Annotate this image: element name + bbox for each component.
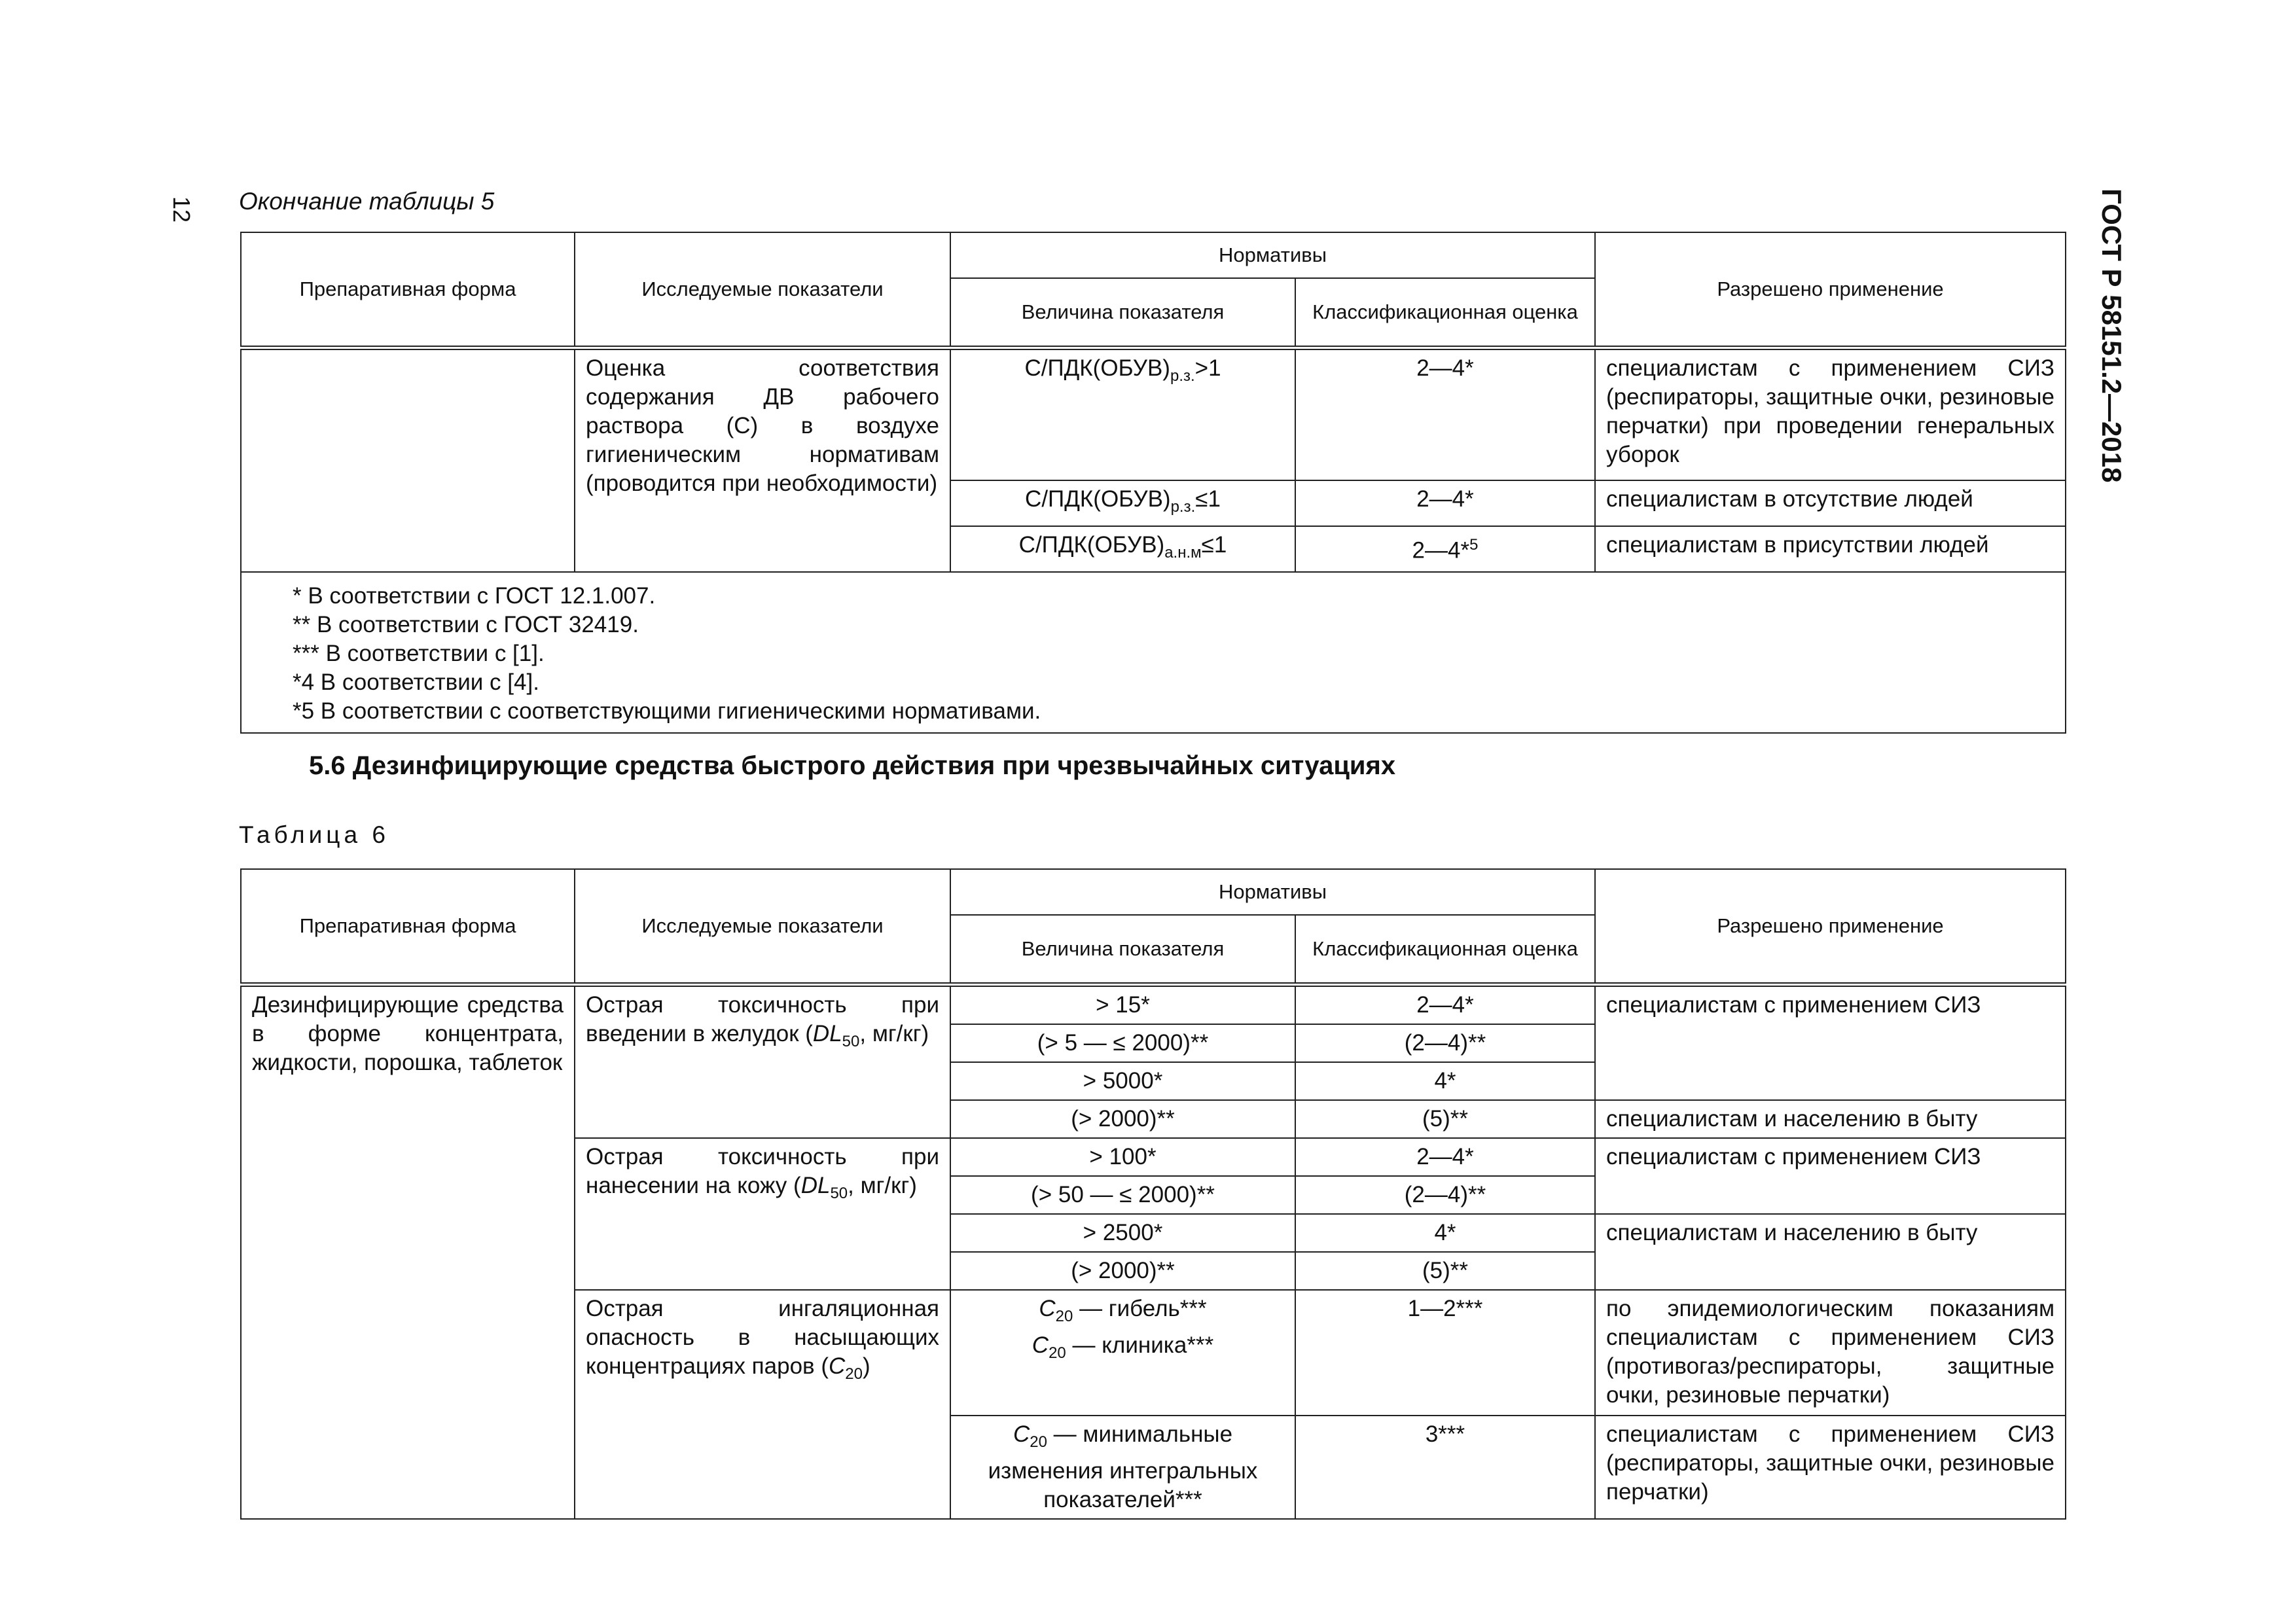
footnote: *** В соответствии с [1]. [293,641,545,666]
value-cell: > 100* [950,1138,1295,1176]
allowed-cell: специалистам с применением СИЗ [1595,1138,2066,1214]
table-continuation-caption: Окончание таблицы 5 [239,188,495,215]
class-cell: 2—4*$^5$ [1295,526,1595,572]
value-cell: $С/ПДК(ОБУВ)_{а.н.м}\le 1$ [950,526,1295,572]
class-cell: 4* [1295,1214,1595,1252]
value-cell: $C_{20}$ — минимальные изменения интегральных показателей*** [950,1416,1295,1519]
value-cell: (> 2000)** [950,1100,1295,1138]
indicator-dermal: Острая токсичность при нанесении на кожу ($DL_{50}$, мг/кг) [575,1138,950,1290]
class-cell: (5)** [1295,1100,1595,1138]
allowed-cell: специалистам с применением СИЗ (респираторы, защитные очки, резиновые перчатки) при проведении генеральных уборок [1595,348,2066,480]
header-class: Классификационная оценка [1295,278,1595,348]
table-6-label: Таблица 6 [239,821,389,848]
value-cell: $С/ПДК(ОБУВ)_{р.з.}>1$ [950,348,1295,480]
value-cell: (> 2000)** [950,1252,1295,1290]
footnotes [241,572,2066,733]
class-cell: 2—4* [1295,348,1595,480]
indicator-inhalation: Острая ингаляционная опасность в насыщающих концентрациях паров $(C_{20})$ [575,1290,950,1519]
value-cell: > 15* [950,984,1295,1024]
class-cell: 2—4* [1295,480,1595,526]
header-form: Препаративная форма [241,869,575,984]
header-indicators: Исследуемые показатели [575,232,950,348]
page-number: 12 [168,196,195,223]
header-indicators: Исследуемые показатели [575,869,950,984]
allowed-cell: специалистам и населению в быту [1595,1100,2066,1138]
form-cell-empty [241,348,575,572]
allowed-cell: специалистам в присутствии людей [1595,526,2066,572]
header-form: Препаративная форма [241,232,575,348]
allowed-cell: специалистам и населению в быту [1595,1214,2066,1290]
indicator-oral: Острая токсичность при введении в желудок ($DL_{50}$, мг/кг) [575,984,950,1138]
value-cell: > 2500* [950,1214,1295,1252]
allowed-cell: специалистам в отсутствие людей [1595,480,2066,526]
footnote: *5 В соответствии с соответствующими гигиеническими нормативами. [293,698,1041,724]
class-cell: (5)** [1295,1252,1595,1290]
allowed-cell: по эпидемиологическим показаниям специалистам с применением СИЗ (противогаз/респираторы, защитные очки, резиновые перчатки) [1595,1290,2066,1416]
header-value: Величина показателя [950,278,1295,348]
value-cell: $С/ПДК(ОБУВ)_{р.з.}\le 1$ [950,480,1295,526]
footnote: ** В соответствии с ГОСТ 32419. [293,612,639,637]
class-cell: 2—4* [1295,1138,1595,1176]
allowed-cell: специалистам с применением СИЗ (респираторы, защитные очки, резиновые перчатки) [1595,1416,2066,1519]
value-cell: (> 50 — ≤ 2000)** [950,1176,1295,1214]
value-cell: $C_{20}$ — гибель*** $C_{20}$ — клиника*** [950,1290,1295,1416]
header-value: Величина показателя [950,915,1295,984]
allowed-cell: специалистам с применением СИЗ [1595,984,2066,1100]
header-allowed: Разрешено применение [1595,869,2066,984]
header-norms: Нормативы [950,232,1595,278]
class-cell: 4* [1295,1062,1595,1100]
footnote: *4 В соответствии с [4]. [293,669,539,695]
value-cell: > 5000* [950,1062,1295,1100]
table-6 [240,868,2066,1520]
form-cell: Дезинфицирующие средства в форме концентрата, жидкости, порошка, таблеток [241,984,575,1519]
class-cell: 1—2*** [1295,1290,1595,1416]
header-norms: Нормативы [950,869,1595,915]
class-cell: (2—4)** [1295,1176,1595,1214]
table-5 [240,232,2066,734]
class-cell: 3*** [1295,1416,1595,1519]
class-cell: 2—4* [1295,984,1595,1024]
header-class: Классификационная оценка [1295,915,1595,984]
footnote: * В соответствии с ГОСТ 12.1.007. [293,583,656,609]
section-title: 5.6 Дезинфицирующие средства быстрого действия при чрезвычайных ситуациях [309,751,1396,780]
standard-id: ГОСТ Р 58151.2—2018 [2096,188,2127,483]
value-cell: (> 5 — ≤ 2000)** [950,1024,1295,1062]
indicator-cell: Оценка соответствия содержания ДВ рабочего раствора (С) в воздухе гигиеническим нормативам (проводится при необходимости) [575,348,950,572]
class-cell: (2—4)** [1295,1024,1595,1062]
header-allowed: Разрешено применение [1595,232,2066,348]
